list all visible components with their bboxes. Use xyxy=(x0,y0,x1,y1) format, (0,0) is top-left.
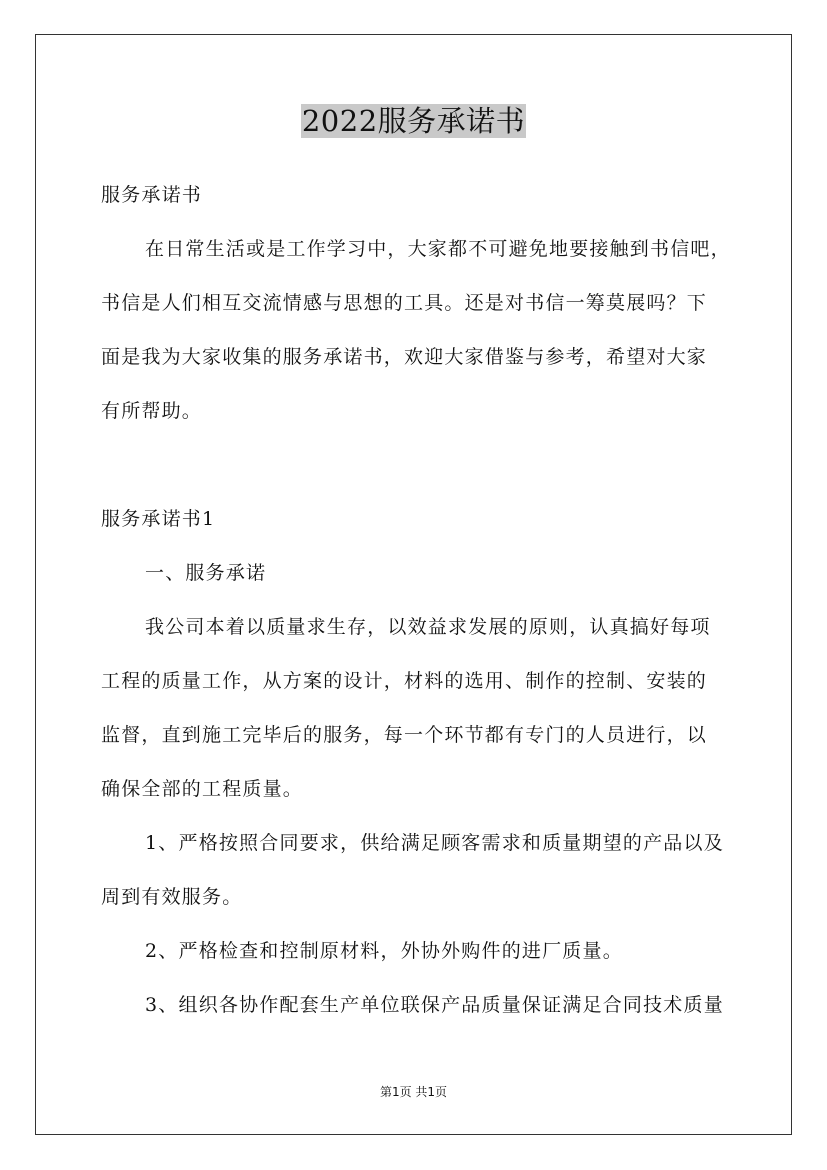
list-item-2: 2、严格检查和控制原材料，外协外购件的进厂质量。 xyxy=(145,940,623,962)
intro-paragraph-line-1: 在日常生活或是工作学习中，大家都不可避免地要接触到书信吧， xyxy=(145,238,731,260)
list-item-1-line-2: 周到有效服务。 xyxy=(101,886,243,908)
body-paragraph-line-2: 工程的质量工作，从方案的设计，材料的选用、制作的控制、安装的 xyxy=(101,670,708,692)
heading-service-commitment: 服务承诺书 xyxy=(101,184,203,206)
body-paragraph-line-4: 确保全部的工程质量。 xyxy=(101,778,304,800)
list-item-1-line-1: 1、严格按照合同要求，供给满足顾客需求和质量期望的产品以及 xyxy=(145,832,724,854)
body-paragraph-line-1: 我公司本着以质量求生存，以效益求发展的原则，认真搞好每项 xyxy=(145,616,711,638)
document-title-wrap xyxy=(0,100,827,142)
intro-paragraph-line-3: 面是我为大家收集的服务承诺书，欢迎大家借鉴与参考，希望对大家 xyxy=(101,346,708,368)
page-footer: 第1页 共1页 xyxy=(379,1085,448,1099)
document-title: 2022服务承诺书 xyxy=(301,104,526,138)
subheading-commitment: 一、服务承诺 xyxy=(145,562,267,584)
body-paragraph-line-3: 监督，直到施工完毕后的服务，每一个环节都有专门的人员进行，以 xyxy=(101,724,708,746)
section-heading-1: 服务承诺书1 xyxy=(101,508,216,530)
intro-paragraph-line-2: 书信是人们相互交流情感与思想的工具。还是对书信一筹莫展吗？下 xyxy=(101,292,708,314)
intro-paragraph-line-4: 有所帮助。 xyxy=(101,400,203,422)
list-item-3-line-1: 3、组织各协作配套生产单位联保产品质量保证满足合同技术质量 xyxy=(145,994,724,1016)
